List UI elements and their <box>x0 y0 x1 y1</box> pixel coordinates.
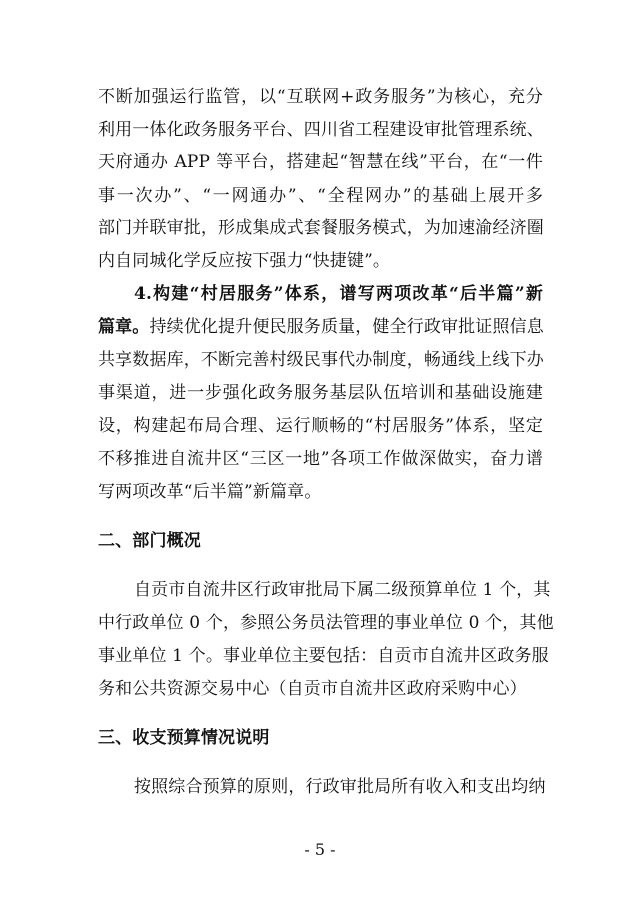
paragraph-1-line-3: 天府通办 APP 等平台，搭建起“智慧在线”平台，在“一件 <box>98 152 543 172</box>
paragraph-2-line-3: 共享数据库，不断完善村级民事代办制度，畅通线上线下办 <box>98 350 544 370</box>
paragraph-1-line-4: 事一次办”、“一网通办”、“全程网办”的基础上展开多 <box>98 186 543 206</box>
paragraph-2-line-2-text: 持续优化提升便民服务质量，健全行政审批证照信息 <box>149 317 544 337</box>
paragraph-2-heading: 4.构建“村居服务”体系，谱写两项改革“后半篇”新 <box>134 284 543 304</box>
section-3-title: 三、收支预算情况说明 <box>98 728 270 748</box>
paragraph-2-heading-end: 篇章。 <box>98 317 150 337</box>
section-2-line-3: 事业单位 1 个。事业单位主要包括：自贡市自流井区政务服 <box>98 646 549 666</box>
section-2-line-4: 务和公共资源交易中心（自贡市自流井区政府采购中心） <box>98 679 527 699</box>
section-2-line-2: 中行政单位 0 个，参照公务员法管理的事业单位 0 个，其他 <box>98 613 554 633</box>
section-3-line-1: 按照综合预算的原则，行政审批局所有收入和支出均纳 <box>134 777 546 797</box>
paragraph-2-line-7: 写两项改革“后半篇”新篇章。 <box>98 482 322 502</box>
paragraph-2-line-4: 事渠道，进一步强化政务服务基层队伍培训和基础设施建 <box>98 383 543 403</box>
paragraph-2-line-5: 设，构建起布局合理、运行顺畅的“村居服务”体系，坚定 <box>98 416 543 436</box>
page-number: - 5 - <box>304 840 336 859</box>
paragraph-1-line-6: 内自同城化学反应按下强力“快捷键”。 <box>98 251 391 271</box>
paragraph-1-line-5: 部门并联审批，形成集成式套餐服务模式，为加速渝经济圈 <box>98 218 544 238</box>
paragraph-2-line-2 <box>98 311 543 343</box>
paragraph-1-line-2: 利用一体化政务服务平台、四川省工程建设审批管理系统、 <box>98 120 544 140</box>
paragraph-1-line-1: 不断加强运行监管，以“互联网+政务服务”为核心，充分 <box>98 87 543 107</box>
paragraph-2-line-6: 不移推进自流井区“三区一地”各项工作做深做实，奋力谱 <box>98 449 543 469</box>
section-2-line-1: 自贡市自流井区行政审批局下属二级预算单位 1 个，其 <box>134 580 551 600</box>
section-2-title: 二、部门概况 <box>98 531 201 551</box>
